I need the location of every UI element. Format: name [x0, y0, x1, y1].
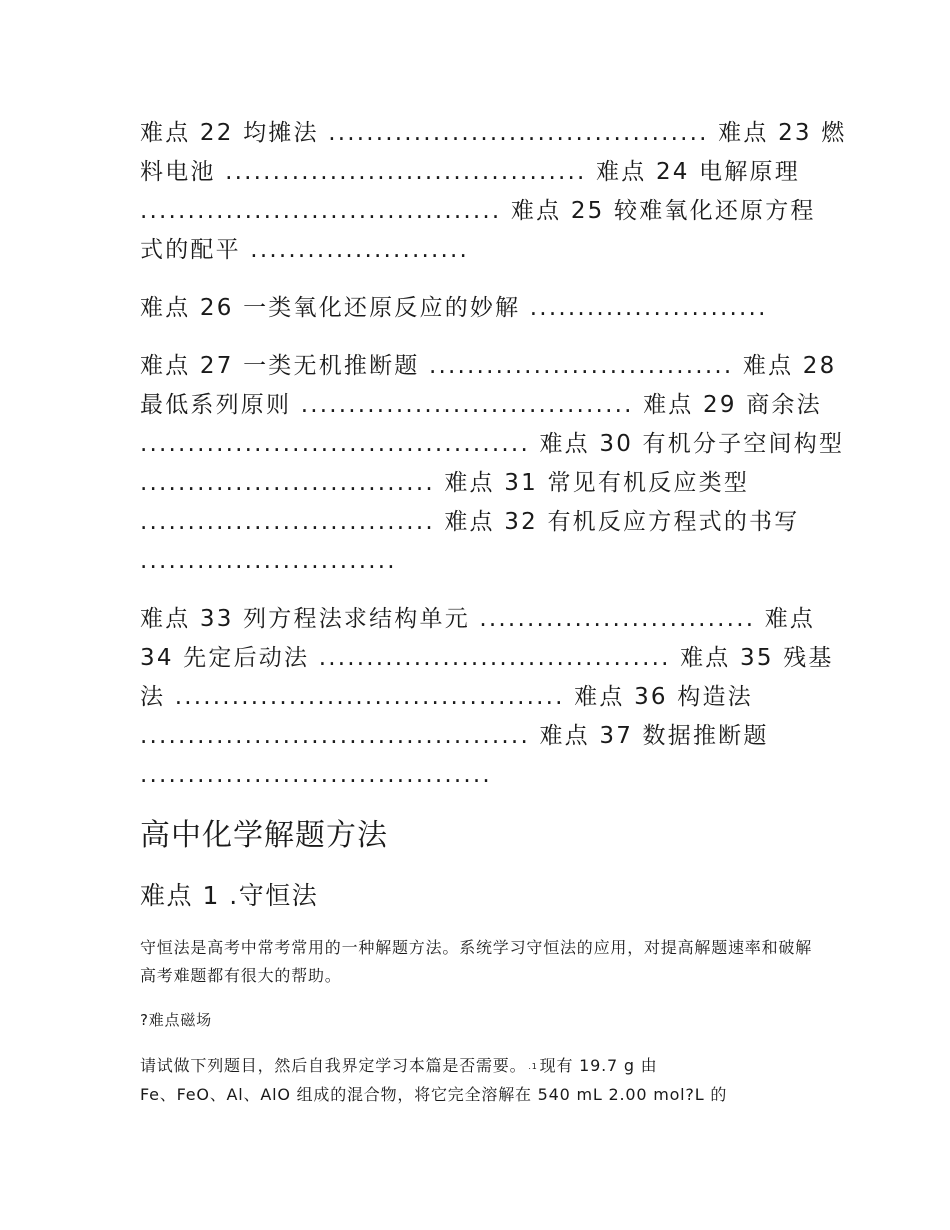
- toc-line[interactable]: 料电池 ...................................... 难点 24 电解原理: [140, 159, 800, 185]
- problem-question-start: 现有 19.7 g 由: [539, 1056, 658, 1075]
- toc-paragraph: [140, 600, 834, 795]
- section-label: ?难点磁场: [140, 1011, 212, 1029]
- toc-paragraph: [140, 114, 847, 270]
- toc-line[interactable]: ............................... 难点 32 有机反应方程式的书写: [140, 509, 800, 535]
- toc-paragraph: [140, 289, 820, 328]
- problem-line-1: [140, 1056, 657, 1075]
- toc-line[interactable]: 最低系列原则 ................................... 难点 29 商余法: [140, 392, 822, 418]
- toc-line[interactable]: .....................................: [140, 762, 492, 788]
- toc-line[interactable]: ...........................: [140, 548, 397, 574]
- intro-paragraph: 守恒法是高考中常考常用的一种解题方法。系统学习守恒法的应用，对提高解题速率和破解高考难题都有很大的帮助。: [140, 938, 813, 985]
- toc-line[interactable]: 34 先定后动法 ..................................... 难点 35 残基: [140, 645, 834, 671]
- section-heading: 难点 1 .守恒法: [140, 881, 319, 910]
- toc-line[interactable]: 难点 26 一类氧化还原反应的妙解 .........................: [140, 295, 768, 321]
- toc-line[interactable]: 难点 33 列方程法求结构单元 ............................. 难点: [140, 606, 816, 632]
- table-of-contents: [140, 114, 847, 814]
- toc-line[interactable]: 难点 22 均摊法 ........................................ 难点 23 燃: [140, 120, 847, 146]
- toc-line[interactable]: ............................... 难点 31 常见有机反应类型: [140, 470, 750, 496]
- toc-paragraph: [140, 347, 845, 581]
- question-marker: .1: [528, 1061, 538, 1071]
- problem-paragraph: [140, 1052, 820, 1109]
- toc-line[interactable]: 式的配平 .......................: [140, 237, 470, 263]
- toc-line[interactable]: 法 ......................................... 难点 36 构造法: [140, 684, 753, 710]
- toc-line[interactable]: 难点 27 一类无机推断题 ................................ 难点 28: [140, 353, 837, 379]
- toc-line[interactable]: ...................................... 难点 25 较难氧化还原方程: [140, 198, 816, 224]
- problem-instruction: 请试做下列题目，然后自我界定学习本篇是否需要。: [140, 1056, 527, 1075]
- page-title: 高中化学解题方法: [140, 818, 388, 853]
- problem-line-2: Fe、FeO、Al、AlO 组成的混合物，将它完全溶解在 540 mL 2.00 mol?L 的: [140, 1084, 728, 1104]
- toc-line[interactable]: ......................................... 难点 37 数据推断题: [140, 723, 769, 749]
- toc-line[interactable]: ......................................... 难点 30 有机分子空间构型: [140, 431, 845, 457]
